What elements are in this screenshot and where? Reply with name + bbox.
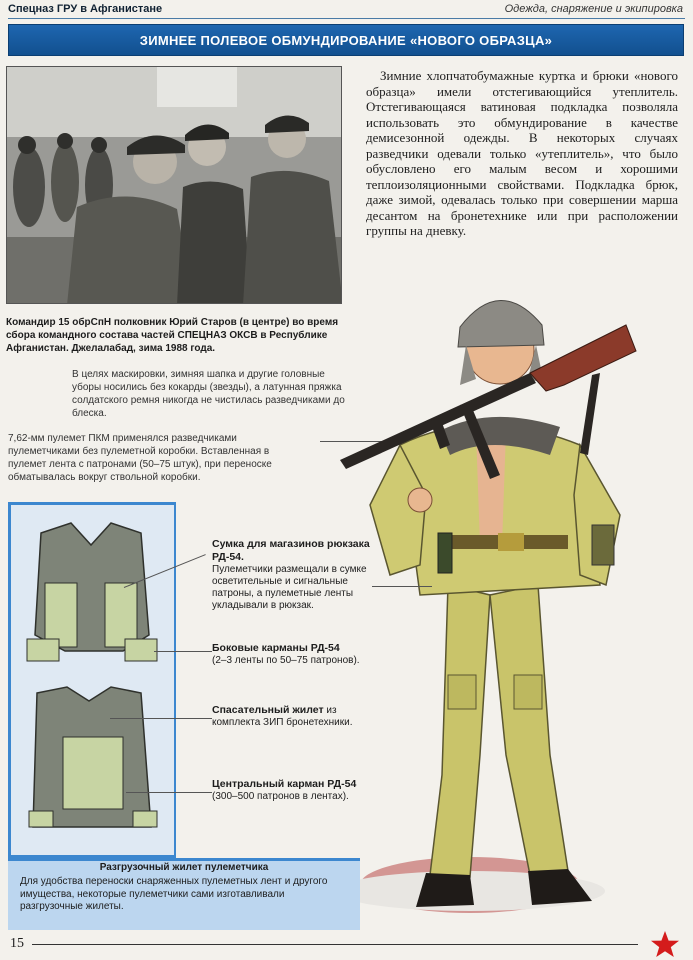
camo-note: В целях маскировки, зимняя шапка и другие головные уборы носились без кокарды (звезды), а латунная пряжка солдатского ремня никогда не чистилась разведчиками до блеска.: [72, 369, 345, 419]
header-rule: [8, 18, 685, 19]
running-head: [0, 0, 693, 20]
page-title: ЗИМНЕЕ ПОЛЕВОЕ ОБМУНДИРОВАНИЕ «НОВОГО ОБРАЗЦА»: [8, 24, 684, 56]
callout-body: (2–3 ленты по 50–75 патронов).: [212, 655, 360, 666]
callout-title: Спасательный жилет: [212, 704, 324, 716]
callout-side-pockets: [212, 642, 372, 667]
callout-body: из комплекта ЗИП бронетехники.: [212, 705, 353, 728]
rd54-figure-leader-line: [372, 586, 432, 587]
red-star-icon: [650, 930, 680, 958]
vest-caption-title: Разгрузочный жилет пулеметчика: [99, 862, 269, 873]
callout-title: Центральный карман РД-54: [212, 778, 357, 790]
pkm-note: 7,62-мм пулемет ПКМ применялся разведчиками пулеметчиками без пулеметной коробки. Вставленная в пулемет лента с патронами (50–75 штук), при переноске обматывалась вокруг ствольной коробки.: [8, 433, 272, 483]
life-vest-leader-line: [110, 718, 212, 719]
section-title: Одежда, снаряжение и экипировка: [504, 3, 683, 15]
footer-rule: [32, 944, 638, 945]
callout-magazine-pouch: [212, 538, 372, 612]
callout-title: Сумка для магазинов рюкзака РД-54.: [212, 538, 370, 563]
callout-body: (300–500 патронов в лентах).: [212, 791, 349, 802]
callout-life-vest: [212, 704, 372, 729]
photo-caption: Командир 15 обрСпН полковник Юрий Старов (в центре) во время сбора командного состава частей СПЕЦНАЗ ОКСВ в Республике Афганистан. Джелалабад, зима 1988 года.: [6, 317, 339, 354]
callout-center-pocket: [212, 778, 372, 803]
side-pocket-leader-line: [154, 651, 212, 652]
page-number: 15: [10, 936, 24, 951]
intro-text: Зимние хлопчатобумажные куртка и брюки «нового образца» имели отстегивающийся утеплитель. Отстегивающаяся ватиновая подкладка позволяла использовать это обмундирование в качестве демисезонной одежды. В некоторых случаях разведчики одевали только «утеплитель», что было обусловлено его малым весом и хорошими теплоизоляционными свойствами. Подкладка брюк, даже зимой, одевалась только при совершении марша десантом на бронетехнике или при расположении группы на дневку.: [366, 68, 678, 238]
callout-body: Пулеметчики размещали в сумке осветительные и сигнальные патроны, а пулеметные ленты укладывали в рюкзак.: [212, 564, 367, 611]
soldier-illustration: [330, 255, 660, 935]
vest-diagram-panel: [8, 502, 176, 858]
archive-photo: [6, 66, 342, 304]
vest-caption-body: Для удобства переноски снаряженных пулеметных лент и другого имущества, некоторые пулеметчики сами изготавливали разгрузочные жилеты.: [20, 876, 328, 912]
center-pocket-leader-line: [126, 792, 212, 793]
book-title: Спецназ ГРУ в Афганистане: [8, 3, 163, 15]
callout-title: Боковые карманы РД-54: [212, 642, 340, 654]
